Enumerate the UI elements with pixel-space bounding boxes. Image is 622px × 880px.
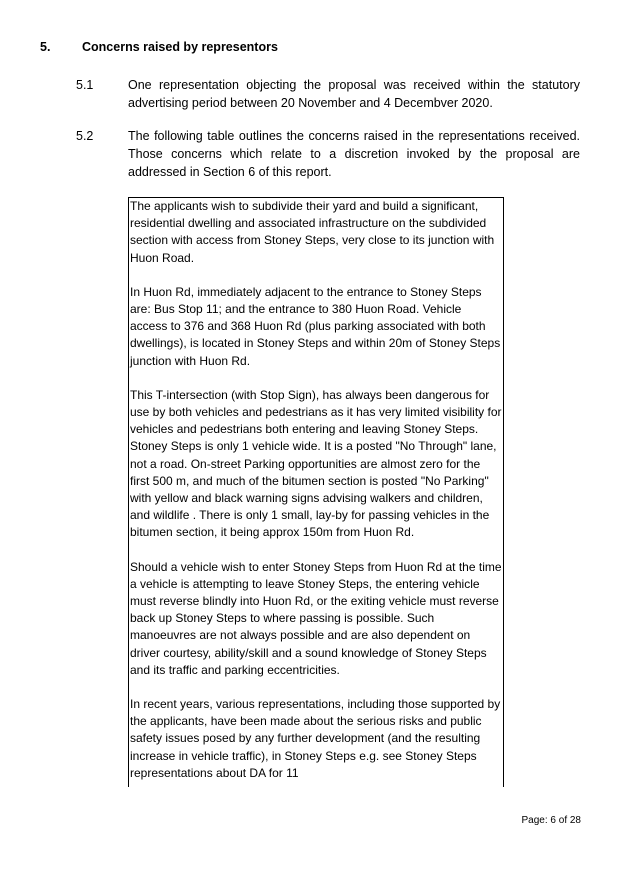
paragraph-number: 5.1 [76, 78, 94, 92]
representation-table-cell [128, 197, 504, 787]
paragraph-number: 5.2 [76, 129, 94, 143]
representation-paragraph: In Huon Rd, immediately adjacent to the entrance to Stoney Steps are: Bus Stop 11; and the entrance to 380 Huon Road. Vehicle access to 376 and 368 Huon Rd (plus parking associated with both dwellings), is located in Stoney Steps and within 20m of Stoney Steps junction with Huon Rd. [130, 284, 501, 368]
paragraph-text: The following table outlines the concerns raised in the representations received. Those concerns which relate to a discretion invoked by the proposal are addressed in Section 6 of this report. [128, 129, 580, 179]
representation-paragraph: In recent years, various representations, including those supported by the applicants, have been made about the serious risks and public safety issues posed by any further development (and the resulting increase in vehicle traffic), in Stoney Steps e.g. see Stoney Steps representations about DA for 11 [130, 697, 501, 780]
page-number: Page: 6 of 28 [521, 815, 581, 826]
section-heading [40, 40, 278, 54]
section-title: Concerns raised by representors [82, 40, 278, 54]
representation-paragraph: Should a vehicle wish to enter Stoney Steps from Huon Rd at the time a vehicle is attempting to leave Stoney Steps, the entering vehicle must reverse blindly into Huon Rd, or the exiting vehicle must reverse back up Stoney Steps to where passing is possible. Such manoeuvres are not always possible and are also dependent on driver courtesy, ability/skill and a sound knowledge of Stoney Steps and its traffic and parking eccentricities. [130, 559, 502, 677]
representation-paragraph: The applicants wish to subdivide their yard and build a significant, residential dwelling and associated infrastructure on the subdivided section with access from Stoney Steps, very close to its junction with Huon Road. [130, 199, 495, 265]
paragraph-5-2 [76, 127, 580, 181]
paragraph-text: One representation objecting the proposal was received within the statutory advertising period between 20 November and 4 Decembver 2020. [128, 78, 580, 110]
representation-paragraph: This T-intersection (with Stop Sign), has always been dangerous for use by both vehicles and pedestrians as it has very limited visibility for vehicles and pedestrians both entering and leaving Stoney Steps. Stoney Steps is only 1 vehicle wide. It is a posted "No Through" lane, not a road. On-street Parking opportunities are almost zero for the first 500 m, and much of the bitumen section is posted "No Parking" with yellow and black warning signs advising walkers and children, and wildlife . There is only 1 small, lay-by for passing vehicles in the bitumen section, it being approx 150m from Huon Rd. [130, 387, 502, 540]
paragraph-5-1 [76, 76, 580, 112]
section-number: 5. [40, 40, 51, 54]
